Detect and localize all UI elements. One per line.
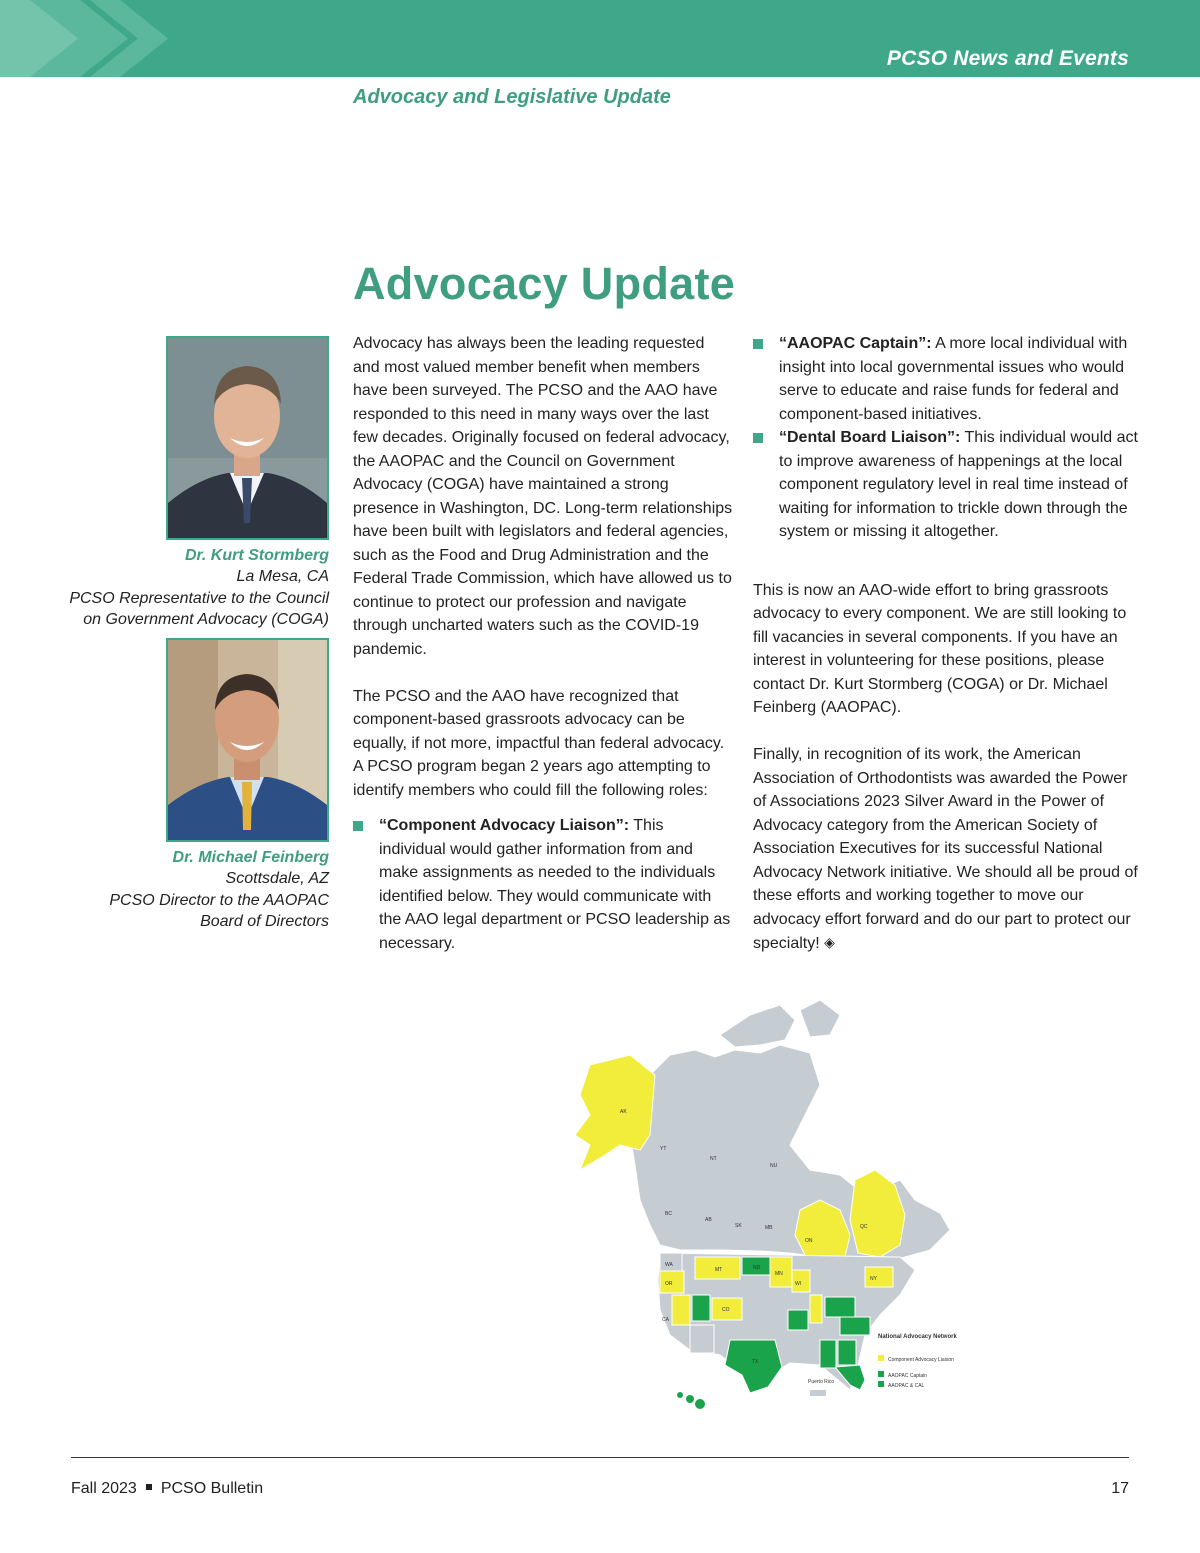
hawaii-island — [686, 1395, 694, 1403]
legend-swatch-green — [878, 1371, 884, 1377]
paragraph: The PCSO and the AAO have recognized that component-based grassroots advocacy can be equally, if not more, impactful than federal advocacy. A PCSO program began 2 years ago attempting to identify members who could fill the following roles: — [353, 687, 725, 799]
legend-swatch-green — [878, 1381, 884, 1387]
state-tx — [725, 1340, 782, 1393]
map-label: MT — [715, 1267, 723, 1273]
map-label: NY — [870, 1276, 877, 1282]
header-bar — [0, 0, 1200, 77]
paragraph: Advocacy has always been the leading requested and most valued member benefit when members have been surveyed. The PCSO and the AAO have responded to this need in many ways over the last few decades. Originally focused on federal advocacy, the AAOPAC and the Council on Government Advocacy (COGA) have maintained a strong presence in Washington, DC. Long-term relationships have been built with legislators and federal agencies, such as the Food and Drug Administration and the Federal Trade Commission, which have allowed us to continue to protect our profession and navigate through uncharted waters such as the COVID-19 pandemic. — [353, 335, 733, 658]
map-label: NT — [710, 1156, 717, 1162]
role-label: “Dental Board Liaison”: — [779, 429, 961, 446]
footer-issue: Fall 2023 — [71, 1480, 137, 1497]
person-role: PCSO Representative to the Council — [69, 589, 329, 607]
legend-label: AAOPAC & CAL — [888, 1383, 925, 1389]
state-al — [820, 1340, 836, 1368]
person-role: Board of Directors — [200, 912, 329, 930]
legend-swatch-yellow — [878, 1355, 884, 1361]
state-il — [810, 1295, 822, 1323]
paragraph — [753, 743, 1138, 956]
map-label: ND — [753, 1265, 761, 1271]
article-title: Advocacy Update — [353, 258, 736, 309]
role-item — [753, 426, 1138, 544]
legend-label: AAOPAC Captain — [888, 1373, 928, 1379]
map-label: CO — [722, 1307, 730, 1313]
state-va — [840, 1317, 870, 1335]
hawaii-island — [677, 1392, 683, 1398]
state-az — [690, 1325, 714, 1353]
legend-label: Component Advocacy Liaison — [888, 1357, 954, 1363]
map-label: SK — [735, 1223, 742, 1229]
advocacy-network-map — [520, 995, 960, 1415]
map-label: NU — [770, 1163, 778, 1169]
role-text: This individual would act to improve awareness of happenings at the local component regulatory level in real time instead of waiting for information to trickle down through the system or missing it altogether. — [779, 429, 1138, 540]
state-ut — [692, 1295, 710, 1321]
map-label: WI — [795, 1281, 802, 1287]
map-label: MN — [775, 1271, 783, 1277]
paragraph: This is now an AAO-wide effort to bring grassroots advocacy to every component. We are still looking to fill vacancies in several components. If you have an interest in volunteering for these positions, please contact Dr. Kurt Stormberg (COGA) or Dr. Michael Feinberg (AAOPAC). — [753, 581, 1127, 716]
role-text: A more local individual with insight into local governmental issues who would serve to educate and raise funds for federal and component-based initiatives. — [779, 335, 1128, 423]
caption-feinberg — [29, 847, 329, 932]
chevron-decoration-icon — [0, 0, 180, 77]
state-ga — [838, 1340, 856, 1365]
map-label: MB — [765, 1225, 773, 1231]
role-label: “Component Advocacy Liaison”: — [379, 817, 630, 834]
footer-title: PCSO Bulletin — [160, 1480, 264, 1497]
person-city: La Mesa, CA — [236, 568, 329, 586]
map-label: CA — [662, 1317, 669, 1323]
person-role: on Government Advocacy (COGA) — [83, 610, 329, 628]
section-title: PCSO News and Events — [886, 47, 1129, 70]
person-name: Dr. Michael Feinberg — [172, 849, 329, 866]
subsection-title: Advocacy and Legislative Update — [353, 86, 671, 108]
map-label: ON — [805, 1238, 813, 1244]
caption-stormberg — [29, 545, 329, 630]
bullet-square-icon — [753, 433, 763, 443]
map-label: AK — [620, 1109, 627, 1115]
state-oh — [825, 1297, 855, 1317]
bullet-square-icon — [753, 339, 763, 349]
map-label: OR — [665, 1281, 673, 1287]
portrait-stormberg — [166, 336, 329, 540]
page-number: 17 — [1111, 1480, 1129, 1497]
person-role: PCSO Director to the AAOPAC — [109, 891, 329, 909]
article-column-1 — [353, 332, 733, 955]
puerto-rico-region — [810, 1390, 826, 1396]
arctic-islands — [800, 1000, 840, 1037]
person-name: Dr. Kurt Stormberg — [184, 547, 329, 564]
portrait-feinberg — [166, 638, 329, 842]
role-item — [353, 814, 733, 955]
state-mo — [788, 1310, 808, 1330]
map-label: WA — [665, 1262, 673, 1268]
map-label: QC — [860, 1224, 868, 1230]
map-label: BC — [665, 1211, 672, 1217]
role-label: “AAOPAC Captain”: — [779, 335, 932, 352]
arctic-islands — [720, 1005, 795, 1047]
bullet-square-icon — [353, 821, 363, 831]
person-city: Scottsdale, AZ — [225, 870, 329, 888]
legend-title: National Advocacy Network — [878, 1334, 957, 1340]
role-item — [753, 332, 1138, 426]
footer-divider — [71, 1457, 1129, 1458]
state-nv — [672, 1295, 690, 1325]
map-label: TX — [752, 1359, 759, 1365]
footer-publication — [71, 1480, 263, 1498]
map-label: Puerto Rico — [808, 1379, 835, 1385]
map-legend — [878, 1334, 957, 1389]
role-text: This individual would gather information from and make assignments as needed to the individuals identified below. They would communicate with the AAO legal department or PCSO leadership as necessary. — [379, 817, 731, 952]
article-column-2 — [753, 332, 1138, 979]
map-label: YT — [660, 1146, 667, 1152]
separator-square-icon — [146, 1484, 152, 1490]
map-label: AB — [705, 1217, 712, 1223]
paragraph-text: Finally, in recognition of its work, the American Association of Orthodontists was awarded the Power of Associations 2023 Silver Award in the Power of Advocacy category from the American Society of Association Executives for its successful National Advocacy Network initiative. We should all be proud of these efforts and working together to move our advocacy effort forward and do our part to protect our specialty! — [753, 746, 1138, 952]
end-mark-icon: ◈ — [824, 934, 835, 950]
hawaii-island — [695, 1399, 705, 1409]
